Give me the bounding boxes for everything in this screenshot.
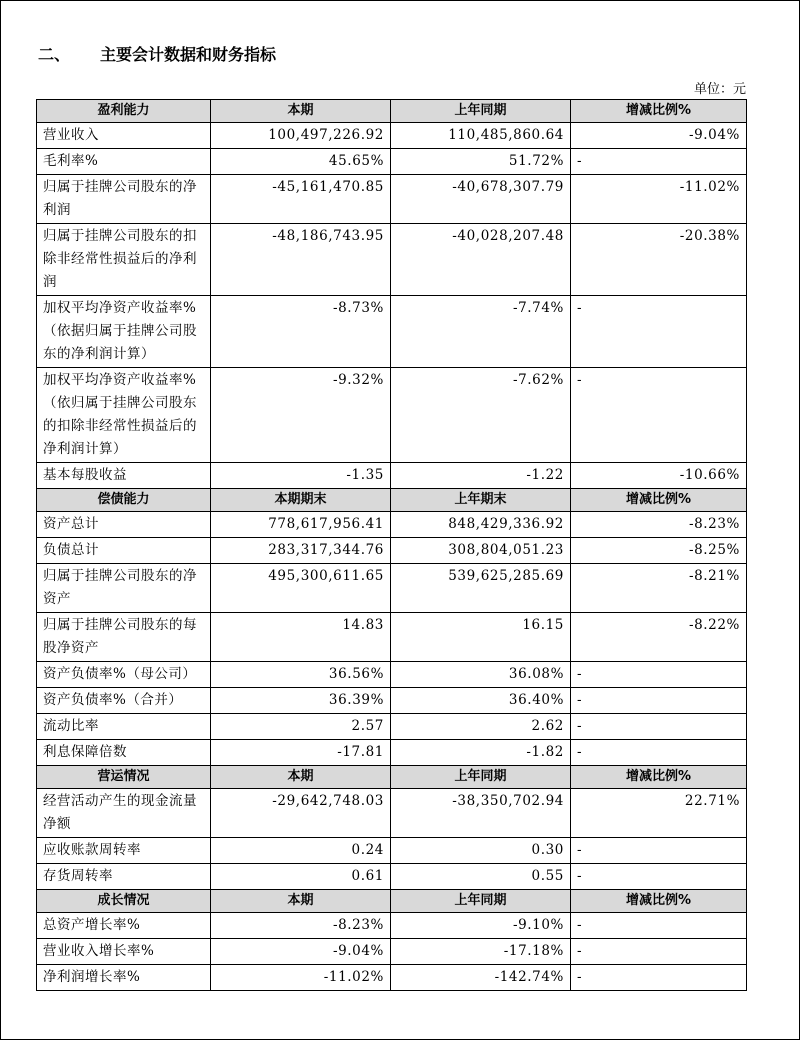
table-row <box>37 296 747 368</box>
row-label: 加权平均净资产收益率%（依归属于挂牌公司股东的扣除非经常性损益后的净利润计算） <box>37 368 211 463</box>
change-percent: - <box>571 838 747 864</box>
table-row <box>37 965 747 991</box>
current-value: 0.24 <box>211 838 391 864</box>
row-label: 总资产增长率% <box>37 913 211 939</box>
row-label: 负债总计 <box>37 538 211 564</box>
row-label: 存货周转率 <box>37 864 211 890</box>
row-label: 资产负债率%（母公司） <box>37 662 211 688</box>
prior-value: -1.22 <box>391 463 571 489</box>
prior-value: -9.10% <box>391 913 571 939</box>
change-percent: - <box>571 864 747 890</box>
change-percent: - <box>571 368 747 463</box>
table-row <box>37 175 747 224</box>
row-label: 归属于挂牌公司股东的净利润 <box>37 175 211 224</box>
row-label: 营业收入增长率% <box>37 939 211 965</box>
section-header-change: 增减比例% <box>571 766 747 789</box>
prior-value: 0.55 <box>391 864 571 890</box>
change-percent: - <box>571 740 747 766</box>
change-percent: -8.23% <box>571 512 747 538</box>
section-header-category: 偿债能力 <box>37 489 211 512</box>
prior-value: -1.82 <box>391 740 571 766</box>
current-value: 0.61 <box>211 864 391 890</box>
prior-value: 110,485,860.64 <box>391 123 571 149</box>
row-label: 毛利率% <box>37 149 211 175</box>
current-value: -1.35 <box>211 463 391 489</box>
change-percent: -8.21% <box>571 564 747 613</box>
row-label: 基本每股收益 <box>37 463 211 489</box>
table-row <box>37 149 747 175</box>
change-percent: -11.02% <box>571 175 747 224</box>
current-value: 2.57 <box>211 714 391 740</box>
prior-value: 0.30 <box>391 838 571 864</box>
section-header-prior: 上年同期 <box>391 766 571 789</box>
row-label: 应收账款周转率 <box>37 838 211 864</box>
section-title: 主要会计数据和财务指标 <box>100 45 277 64</box>
table-row <box>37 538 747 564</box>
table-row <box>37 224 747 296</box>
change-percent: - <box>571 714 747 740</box>
current-value: -11.02% <box>211 965 391 991</box>
change-percent: - <box>571 965 747 991</box>
row-label: 归属于挂牌公司股东的扣除非经常性损益后的净利润 <box>37 224 211 296</box>
section-header-current: 本期期末 <box>211 489 391 512</box>
table-row <box>37 613 747 662</box>
current-value: -48,186,743.95 <box>211 224 391 296</box>
table-row <box>37 512 747 538</box>
section-header-prior: 上年期末 <box>391 489 571 512</box>
row-label: 加权平均净资产收益率%（依据归属于挂牌公司股东的净利润计算） <box>37 296 211 368</box>
change-percent: - <box>571 939 747 965</box>
change-percent: -8.22% <box>571 613 747 662</box>
section-header-category: 成长情况 <box>37 890 211 913</box>
table-body <box>37 100 747 991</box>
prior-value: -7.62% <box>391 368 571 463</box>
current-value: -17.81 <box>211 740 391 766</box>
change-percent: - <box>571 662 747 688</box>
section-header-row <box>37 890 747 913</box>
section-header-category: 营运情况 <box>37 766 211 789</box>
section-header-row <box>37 766 747 789</box>
row-label: 营业收入 <box>37 123 211 149</box>
table-row <box>37 688 747 714</box>
section-header-change: 增减比例% <box>571 100 747 123</box>
change-percent: -8.25% <box>571 538 747 564</box>
row-label: 利息保障倍数 <box>37 740 211 766</box>
table-row <box>37 864 747 890</box>
row-label: 经营活动产生的现金流量净额 <box>37 789 211 838</box>
section-header-change: 增减比例% <box>571 890 747 913</box>
current-value: -29,642,748.03 <box>211 789 391 838</box>
change-percent: -9.04% <box>571 123 747 149</box>
change-percent: - <box>571 296 747 368</box>
row-label: 资产负债率%（合并） <box>37 688 211 714</box>
prior-value: -17.18% <box>391 939 571 965</box>
table-row <box>37 913 747 939</box>
section-heading <box>38 42 276 65</box>
prior-value: 36.08% <box>391 662 571 688</box>
prior-value: -142.74% <box>391 965 571 991</box>
section-header-current: 本期 <box>211 890 391 913</box>
current-value: 283,317,344.76 <box>211 538 391 564</box>
change-percent: 22.71% <box>571 789 747 838</box>
change-percent: -10.66% <box>571 463 747 489</box>
row-label: 资产总计 <box>37 512 211 538</box>
section-number: 二、 <box>38 45 71 64</box>
table-row <box>37 714 747 740</box>
current-value: 36.56% <box>211 662 391 688</box>
row-label: 归属于挂牌公司股东的净资产 <box>37 564 211 613</box>
prior-value: 16.15 <box>391 613 571 662</box>
current-value: 45.65% <box>211 149 391 175</box>
table-row <box>37 789 747 838</box>
table-row <box>37 939 747 965</box>
current-value: 14.83 <box>211 613 391 662</box>
table-row <box>37 463 747 489</box>
section-header-current: 本期 <box>211 100 391 123</box>
table-row <box>37 740 747 766</box>
current-value: -8.23% <box>211 913 391 939</box>
change-percent: -20.38% <box>571 224 747 296</box>
section-header-row <box>37 489 747 512</box>
current-value: -45,161,470.85 <box>211 175 391 224</box>
current-value: 36.39% <box>211 688 391 714</box>
table-row <box>37 838 747 864</box>
table-row <box>37 662 747 688</box>
change-percent: - <box>571 149 747 175</box>
table-row <box>37 123 747 149</box>
prior-value: 36.40% <box>391 688 571 714</box>
section-header-row <box>37 100 747 123</box>
section-header-prior: 上年同期 <box>391 890 571 913</box>
current-value: -8.73% <box>211 296 391 368</box>
table-row <box>37 368 747 463</box>
current-value: -9.04% <box>211 939 391 965</box>
prior-value: -40,678,307.79 <box>391 175 571 224</box>
row-label: 净利润增长率% <box>37 965 211 991</box>
currency-unit: 单位：元 <box>693 82 746 97</box>
section-header-current: 本期 <box>211 766 391 789</box>
section-header-change: 增减比例% <box>571 489 747 512</box>
prior-value: 539,625,285.69 <box>391 564 571 613</box>
change-percent: - <box>571 913 747 939</box>
financial-indicators-table <box>36 99 747 991</box>
row-label: 归属于挂牌公司股东的每股净资产 <box>37 613 211 662</box>
row-label: 流动比率 <box>37 714 211 740</box>
current-value: 778,617,956.41 <box>211 512 391 538</box>
section-header-category: 盈利能力 <box>37 100 211 123</box>
prior-value: 51.72% <box>391 149 571 175</box>
prior-value: 848,429,336.92 <box>391 512 571 538</box>
prior-value: -40,028,207.48 <box>391 224 571 296</box>
current-value: 495,300,611.65 <box>211 564 391 613</box>
prior-value: 308,804,051.23 <box>391 538 571 564</box>
table-row <box>37 564 747 613</box>
prior-value: -38,350,702.94 <box>391 789 571 838</box>
prior-value: 2.62 <box>391 714 571 740</box>
current-value: -9.32% <box>211 368 391 463</box>
current-value: 100,497,226.92 <box>211 123 391 149</box>
prior-value: -7.74% <box>391 296 571 368</box>
change-percent: - <box>571 688 747 714</box>
section-header-prior: 上年同期 <box>391 100 571 123</box>
